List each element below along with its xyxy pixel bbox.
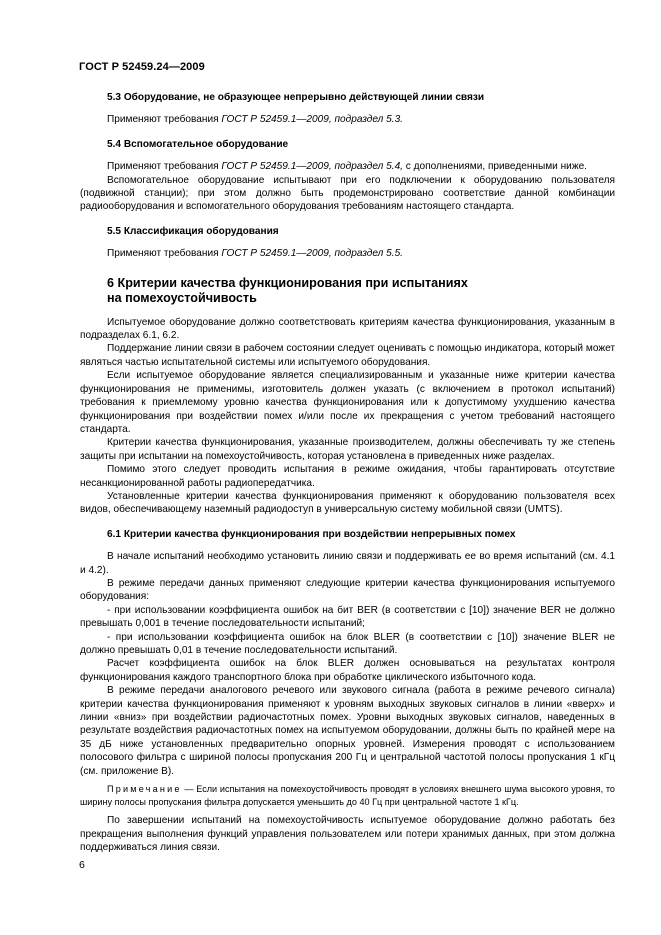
- paragraph: В начале испытаний необходимо установить линию связи и поддерживать ее во время испытаний (см. 4.1 и 4.2).: [80, 551, 615, 576]
- section-6-heading-line-1: 6 Критерии качества функционирования при испытаниях: [107, 275, 468, 290]
- paragraph: Установленные критерии качества функционирования применяют к оборудованию пользователя всех видов, обеспечивающему наземный радиодоступ в универсальную систему мобильной связи (UMTS).: [80, 490, 615, 516]
- paragraph: По завершении испытаний на помехоустойчивость испытуемое оборудование должно работать без прекращения выполнения функций управления пользователем или потери хранимых данных, при этом должна поддерживаться линия связи.: [80, 815, 615, 854]
- paragraph: Расчет коэффициента ошибок на блок BLER должен основываться на результатах контроля функционирования каждого транспортного блока при обработке циклического избыточного кода.: [80, 658, 615, 683]
- section-5-4-text-2: Вспомогательное оборудование испытывают при его подключении к оборудованию пользователя (подвижной станции); при этом должно быть продемонстрировано соответствие данной комбинации радиооборудования и вспомогательного оборудования требованиям настоящего стандарта.: [80, 174, 615, 213]
- document-header: ГОСТ Р 52459.24—2009: [79, 61, 205, 73]
- note: [80, 783, 615, 808]
- note-text: — Если испытания на помехоустойчивость проводят в условиях внешнего шума высокого уровня, то ширину полосы пропускания фильтра допускается уменьшить до 40 Гц при центральной частоте 1 кГц.: [80, 784, 615, 807]
- section-5-4-text-1: Применяют требования ГОСТ Р 52459.1—2009, подраздел 5.4, с дополнениями, приведенными ниже.: [107, 161, 587, 173]
- section-5-4-body: [80, 160, 615, 214]
- section-5-3-heading: 5.3 Оборудование, не образующее непрерывно действующей линии связи: [107, 92, 485, 103]
- section-6-heading: [107, 276, 615, 307]
- section-6-1-body: [80, 550, 615, 854]
- section-6-1-heading: 6.1 Критерии качества функционирования при воздействии непрерывных помех: [107, 528, 516, 540]
- section-5-3-text: Применяют требования ГОСТ Р 52459.1—2009, подраздел 5.3.: [107, 114, 403, 126]
- section-6-heading-line-2: на помехоустойчивость: [107, 291, 257, 306]
- paragraph: Если испытуемое оборудование является специализированным и указанные ниже критерии качества функционирования не применимы, изготовитель должен указать (с включением в протокол испытаний) требования к приемлемому уровню качества функционирования или к допустимому ухудшению качества функционирования при воздействии помех и/или после их прекращения с учетом требований настоящего стандарта.: [80, 370, 615, 435]
- paragraph: В режиме передачи аналогового речевого или звукового сигнала (работа в режиме речевого сигнала) критерии качества функционирования применяют к уровням выходных звуковых сигналов в линии «вверх» и линии «вниз» при воздействии радиочастотных помех. Уровни выходных звуковых сигналов, наведенных в результате воздействия радиочастотных помех на испытуемом оборудовании, должны быть по крайней мере на 35 дБ ниже установленных предварительно опорных уровней. Измерения проводят с использованием полосового фильтра с шириной полосы пропускания 200 Гц и центральной частотой полосы пропускания 1 кГц (см. приложение В).: [80, 685, 615, 777]
- paragraph: Испытуемое оборудование должно соответствовать критериям качества функционирования, указанным в подразделах 6.1, 6.2.: [80, 316, 615, 342]
- document-body: [80, 91, 615, 854]
- note-label: Примечание: [107, 784, 182, 795]
- paragraph: Помимо этого следует проводить испытания в режиме ожидания, чтобы гарантировать отсутствие несанкционированной работы радиопередатчика.: [80, 464, 615, 489]
- paragraph: В режиме передачи данных применяют следующие критерии качества функционирования испытуемого оборудования:: [80, 577, 615, 603]
- page-number: 6: [79, 859, 85, 871]
- section-5-5-text: Применяют требования ГОСТ Р 52459.1—2009, подраздел 5.5.: [107, 248, 403, 260]
- paragraph: Поддержание линии связи в рабочем состоянии следует оценивать с помощью индикатора, который может являться частью испытательной системы или испытуемого оборудования.: [80, 343, 615, 368]
- list-item: - при использовании коэффициента ошибок на бит BER (в соответствии с [10]) значение BER не должно превышать 0,001 в течение последовательности испытаний;: [80, 604, 615, 630]
- section-5-5-heading: 5.5 Классификация оборудования: [107, 225, 279, 237]
- list-item: - при использовании коэффициента ошибок на блок BLER (в соответствии с [10]) значение BLER не должно превышать 0,01 в течение последовательности испытаний.: [80, 631, 615, 656]
- paragraph: Критерии качества функционирования, указанные производителем, должны обеспечивать ту же степень защиты при испытании на помехоустойчивость, которая установлена в приведенных ниже разделах.: [80, 437, 615, 462]
- section-6-body: [80, 316, 615, 517]
- section-5-4-heading: 5.4 Вспомогательное оборудование: [107, 138, 289, 150]
